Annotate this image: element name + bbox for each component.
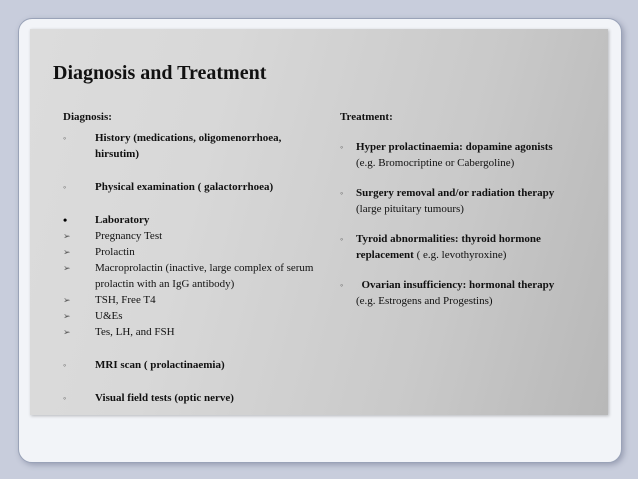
- lab-item-tsh: ➢ TSH, Free T4: [63, 294, 156, 306]
- arrow-bullet-icon: ➢: [63, 231, 71, 241]
- diagnosis-item-visual-field: ◦ Visual field tests (optic nerve): [63, 392, 234, 404]
- hollow-bullet-icon: ◦: [340, 234, 344, 244]
- treatment-column: [340, 109, 590, 309]
- treatment-heading: Treatment:: [340, 111, 393, 123]
- treatment-item-surgery: ◦ Surgery removal and/or radiation therapy (large pituitary tumours): [340, 187, 555, 215]
- solid-bullet-icon: •: [63, 213, 68, 227]
- diagnosis-item-mri: ◦ MRI scan ( prolactinaemia): [63, 359, 225, 371]
- treatment-item-ovarian: ◦ Ovarian insufficiency: hormonal therapy (e.g. Estrogens and Progestins): [340, 279, 555, 307]
- diagnosis-item-physical-exam: ◦ Physical examination ( galactorrhoea): [63, 181, 274, 193]
- diagnosis-item-laboratory: • Laboratory: [63, 213, 150, 227]
- arrow-bullet-icon: ➢: [63, 247, 71, 257]
- arrow-bullet-icon: ➢: [63, 311, 71, 321]
- hollow-bullet-icon: ◦: [340, 188, 344, 198]
- arrow-bullet-icon: ➢: [63, 295, 71, 305]
- treatment-item-thyroid: ◦ Tyroid abnormalities: thyroid hormone replacement ( e.g. levothyroxine): [340, 233, 541, 261]
- arrow-bullet-icon: ➢: [63, 327, 71, 337]
- lab-item-macroprolactin: ➢ Macroprolactin (inactive, large complex of serum prolactin with an IgG antibody): [63, 262, 314, 290]
- hollow-bullet-icon: ◦: [340, 142, 344, 152]
- hollow-bullet-icon: ◦: [63, 182, 67, 192]
- hollow-bullet-icon: ◦: [340, 280, 344, 290]
- lab-item-pregnancy-test: ➢ Pregnancy Test: [63, 230, 163, 242]
- slide: [30, 29, 608, 415]
- lab-item-tes-lh-fsh: ➢ Tes, LH, and FSH: [63, 326, 175, 338]
- lab-item-ues: ➢ U&Es: [63, 310, 123, 322]
- treatment-item-hyperprolactinaemia: ◦ Hyper prolactinaemia: dopamine agonists (e.g. Bromocriptine or Cabergoline): [340, 141, 553, 169]
- diagnosis-item-history: ◦ History (medications, oligomenorrhoea, hirsutim): [63, 132, 282, 160]
- hollow-bullet-icon: ◦: [63, 360, 67, 370]
- diagnosis-heading: Diagnosis:: [63, 111, 112, 123]
- slide-title: Diagnosis and Treatment: [53, 62, 267, 84]
- hollow-bullet-icon: ◦: [63, 393, 67, 403]
- diagnosis-column: [63, 109, 318, 406]
- hollow-bullet-icon: ◦: [63, 133, 67, 143]
- lab-item-prolactin: ➢ Prolactin: [63, 246, 135, 258]
- arrow-bullet-icon: ➢: [63, 263, 71, 273]
